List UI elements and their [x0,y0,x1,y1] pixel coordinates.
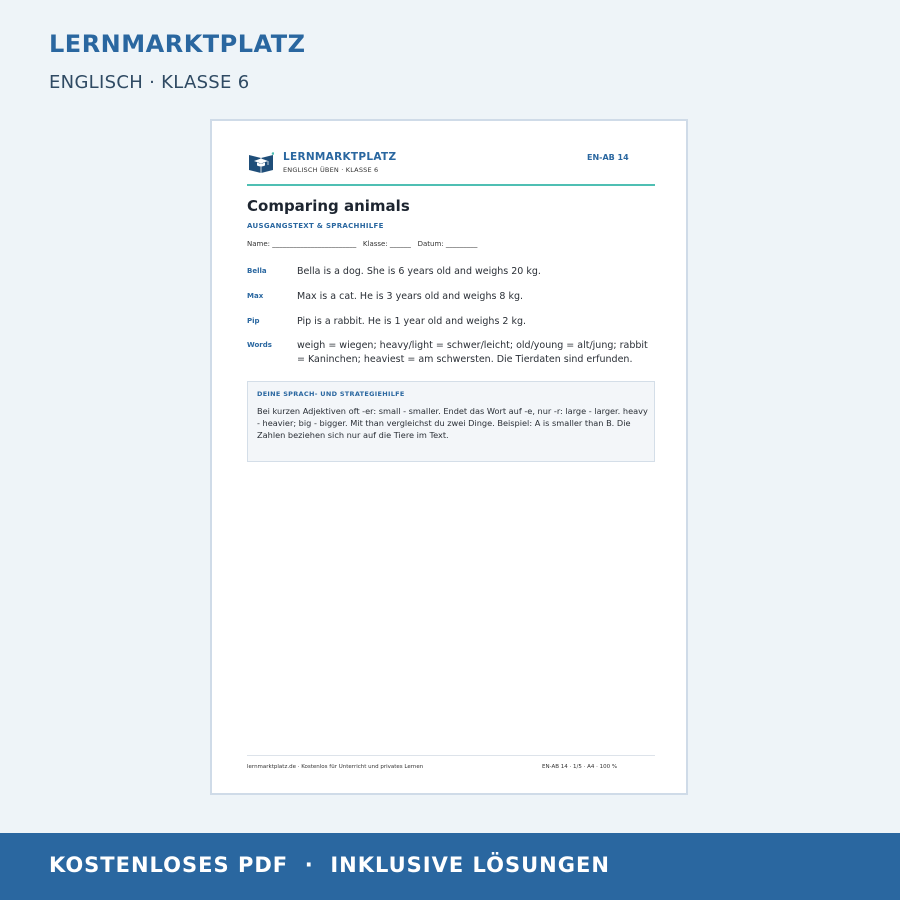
row-label-bella: Bella [247,267,267,275]
worksheet-content [247,121,655,793]
brand-title: LERNMARKTPLATZ [49,30,306,58]
row-label-words: Words [247,341,272,349]
document-code: EN-AB 14 [587,153,629,162]
row-text-max: Max is a cat. He is 3 years old and weighs 8 kg. [297,291,524,302]
book-graduation-cap-icon [248,152,274,173]
brand-subtitle: ENGLISCH · KLASSE 6 [49,72,250,93]
worksheet-title: Comparing animals [247,197,410,215]
banner-text: KOSTENLOSES PDF · INKLUSIVE LÖSUNGEN [49,853,610,877]
row-text-pip: Pip is a rabbit. He is 1 year old and weighs 2 kg. [297,316,527,327]
help-box-title: DEINE SPRACH- UND STRATEGIEHILFE [257,390,405,398]
footer-divider [247,755,655,756]
bottom-banner [0,833,900,900]
help-box-text: Bei kurzen Adjektiven oft -er: small - smaller. Endet das Wort auf -e, nur -r: large - larger. heavy - heavier; big - bigger. Mit than vergleichst du zwei Dinge. Beispiel: A is smaller than B. Die Zahlen beziehen sich nur auf die Tiere im Text. [257,406,648,440]
strategy-help-box [247,381,655,462]
header-subtitle: ENGLISCH ÜBEN · KLASSE 6 [283,166,379,174]
worksheet-preview [210,119,688,795]
section-heading: AUSGANGSTEXT & SPRACHHILFE [247,222,384,230]
header-title: LERNMARKTPLATZ [283,151,397,163]
name-class-date-line: Name: ________________________ Klasse: ______ Datum: _________ [247,240,478,248]
row-text-bella: Bella is a dog. She is 6 years old and weighs 20 kg. [297,266,541,277]
footer-left: lernmarktplatz.de · Kostenlos für Unterricht und privates Lernen [247,764,424,770]
row-text-words: weigh = wiegen; heavy/light = schwer/leicht; old/young = alt/jung; rabbit = Kaninchen; heaviest = am schwersten. Die Tierdaten sind erfunden. [297,340,648,365]
footer-right: EN-AB 14 · 1/5 · A4 · 100 % [542,764,618,770]
row-label-pip: Pip [247,317,260,325]
header-divider [247,184,655,186]
row-label-max: Max [247,292,264,300]
